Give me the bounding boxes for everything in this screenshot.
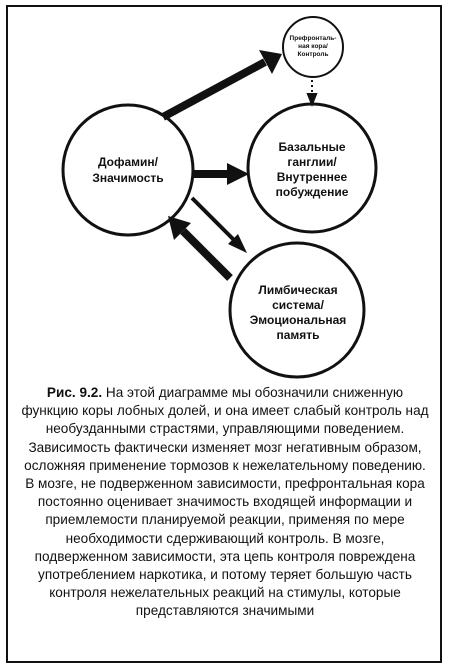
node-dopamine-circle (63, 105, 193, 235)
svg-text:Внутреннее: Внутреннее (276, 170, 348, 184)
svg-text:Эмоциональная: Эмоциональная (249, 313, 347, 327)
svg-text:Значимость: Значимость (92, 171, 164, 185)
svg-text:Лимбическая: Лимбическая (258, 283, 338, 297)
arrow-dopamine-to-prefrontal (163, 50, 282, 117)
svg-text:память: память (276, 328, 320, 342)
svg-text:Дофамин/: Дофамин/ (97, 155, 159, 169)
arrow-dopamine-to-basal (194, 163, 249, 185)
svg-text:Базальные: Базальные (278, 140, 346, 154)
svg-text:ная кора/: ная кора/ (298, 43, 328, 50)
svg-text:побуждение: побуждение (275, 185, 349, 199)
caption-text: На этой диаграмме мы обозначили сниженную функцию коры лобных долей, и она имеет слабый контроль над необузданными страстями, управляющими поведением. Зависимость фактически изменяет мозг негативным образом, осложняя применение тормозов к нежелательному поведению. В мозге, не подверженном зависимости, префронтальная кора постоянно оценивает значимость входящей информации и приемлемости планируемой реакции, применяя по мере необходимости сдерживающий контроль. В мозге, подверженном зависимости, эта цепь контроля повреждена употреблением наркотика, и потому теряет большую часть контроля нежелательных реакций на стимулы, которые представляются значимыми (21, 385, 429, 619)
node-basal-label (276, 140, 349, 199)
svg-text:Контроль: Контроль (297, 51, 329, 58)
svg-text:ганглии/: ганглии/ (287, 155, 337, 169)
svg-text:система/: система/ (272, 298, 324, 312)
figure-caption (18, 384, 432, 621)
svg-text:Префронталь-: Префронталь- (289, 35, 337, 42)
figure-label: Рис. 9.2. (46, 385, 103, 400)
